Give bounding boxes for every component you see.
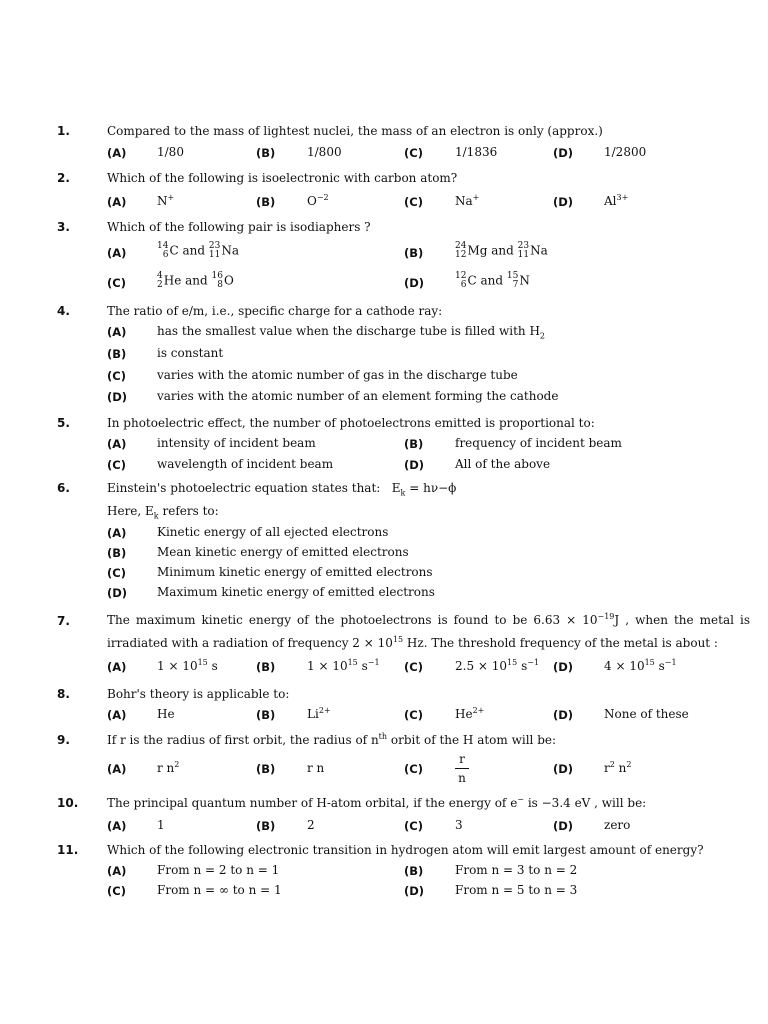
question-stem: Which of the following is isoelectronic with carbon atom? [107, 171, 458, 185]
question-number: 3. [57, 220, 70, 234]
option-text: varies with the atomic number of an element forming the cathode [157, 389, 559, 403]
question-stem: In photoelectric effect, the number of photoelectrons emitted is proportional to: [107, 416, 595, 430]
option-text: wavelength of incident beam [157, 457, 334, 471]
option-label: (A) [107, 325, 127, 339]
option-text: varies with the atomic number of gas in the discharge tube [157, 368, 518, 382]
option-text: $4 \times 10^{15}$ $s^{-1}$ [604, 658, 677, 673]
option-text: $Al^{3+}$ [604, 193, 629, 208]
question-number: 10. [57, 796, 79, 810]
option-text: is constant [157, 346, 224, 360]
question-number: 1. [57, 124, 70, 138]
question-stem: Which of the following pair is isodiaphers ? [107, 220, 371, 234]
option-label: (A) [107, 195, 127, 209]
option-label: (C) [107, 458, 126, 472]
option-label: (C) [107, 369, 126, 383]
nuclide-pair: 24 12 Mg and 23 11 Na [455, 241, 548, 260]
option-label: (D) [404, 276, 425, 290]
question-subline: irradiated with a radiation of frequency $2 \times 10^{15}$ Hz. The threshold frequency of the metal is about : [107, 635, 718, 650]
option-label: (D) [107, 586, 128, 600]
option-label: (C) [107, 566, 126, 580]
option-text: zero [604, 818, 631, 832]
question-stem: The maximum kinetic energy of the photoelectrons is found to be $6.63 \times 10^{-19}J$ , when the metal is [107, 612, 750, 627]
option-text: 2 [307, 818, 315, 832]
option-text: From n = ∞ to n = 1 [157, 883, 282, 897]
option-label: (B) [404, 437, 424, 451]
option-label: (A) [107, 146, 127, 160]
option-text: N+ [157, 193, 175, 208]
question-stem: The ratio of e/m, i.e., specific charge for a cathode ray: [107, 304, 443, 318]
option-label: (A) [107, 526, 127, 540]
question-number: 2. [57, 171, 70, 185]
question-stem: If r is the radius of first orbit, the radius of $n^{th}$ orbit of the H atom will be: [107, 732, 557, 747]
option-text: 1/80 [157, 145, 184, 159]
question-number: 4. [57, 304, 70, 318]
option-text: $He^{2+}$ [455, 706, 485, 721]
option-label: (A) [107, 819, 127, 833]
question-stem: Einstein's photoelectric equation states that: $E_k = h\nu-\phi$ [107, 481, 457, 498]
question-stem: Bohr's theory is applicable to: [107, 687, 290, 701]
option-label: (B) [256, 762, 276, 776]
option-label: (D) [553, 146, 574, 160]
fraction-denominator: n [458, 771, 466, 785]
option-label: (C) [107, 276, 126, 290]
option-label: (C) [404, 819, 423, 833]
option-text: 1/800 [307, 145, 342, 159]
question-number: 6. [57, 481, 70, 495]
question-subline: Here, $E_k$ refers to: [107, 504, 219, 521]
option-text: None of these [604, 707, 689, 721]
option-text: From n = 2 to n = 1 [157, 863, 280, 877]
nuclide-pair: 14 6 C and 23 11 Na [157, 241, 239, 260]
option-text: Mean kinetic energy of emitted electrons [157, 545, 409, 559]
option-label: (B) [107, 546, 127, 560]
option-text: Maximum kinetic energy of emitted electrons [157, 585, 435, 599]
option-text: $r^2$ $n^2$ [604, 760, 632, 775]
option-label: (D) [553, 708, 574, 722]
question-stem: Which of the following electronic transition in hydrogen atom will emit largest amount of energy? [107, 843, 704, 857]
option-label: (D) [107, 390, 128, 404]
nuclide-pair: 12 6 C and 15 7 N [455, 271, 530, 290]
fraction-bar [455, 768, 469, 769]
option-label: (C) [107, 884, 126, 898]
option-label: (B) [256, 660, 276, 674]
option-label: (C) [404, 195, 423, 209]
option-text: 1 [157, 818, 165, 832]
option-text: r $n^2$ [157, 760, 180, 775]
option-label: (C) [404, 762, 423, 776]
option-label: (D) [553, 762, 574, 776]
option-label: (D) [553, 195, 574, 209]
option-label: (B) [256, 146, 276, 160]
option-text: $O^{-2}$ [307, 193, 329, 208]
option-text: Na+ [455, 193, 480, 208]
option-text: has the smallest value when the discharge tube is filled with $H_2$ [157, 324, 545, 341]
question-number: 7. [57, 614, 70, 628]
option-text: intensity of incident beam [157, 436, 316, 450]
option-label: (D) [404, 458, 425, 472]
question-stem: The principal quantum number of H-atom orbital, if the energy of e− is −3.4 eV , will be: [107, 795, 647, 810]
option-label: (C) [404, 146, 423, 160]
option-label: (B) [256, 708, 276, 722]
option-label: (C) [404, 708, 423, 722]
option-label: (A) [107, 864, 127, 878]
option-label: (B) [107, 347, 127, 361]
question-stem: Compared to the mass of lightest nuclei, the mass of an electron is only (approx.) [107, 124, 603, 138]
option-label: (D) [553, 660, 574, 674]
option-text: 1/1836 [455, 145, 498, 159]
option-label: (D) [553, 819, 574, 833]
option-label: (B) [256, 819, 276, 833]
option-label: (B) [256, 195, 276, 209]
fraction-numerator: r [459, 752, 465, 766]
fraction [455, 752, 469, 785]
option-label: (A) [107, 762, 127, 776]
option-text: r n [307, 761, 325, 775]
option-label: (A) [107, 246, 127, 260]
option-text: $Li^{2+}$ [307, 706, 331, 721]
option-text: He [157, 707, 175, 721]
option-label: (A) [107, 437, 127, 451]
option-label: (A) [107, 660, 127, 674]
question-number: 8. [57, 687, 70, 701]
option-label: (B) [404, 864, 424, 878]
option-text: frequency of incident beam [455, 436, 622, 450]
equation: $E_k = h\nu-\phi$ [391, 481, 457, 498]
option-text: $1 \times 10^{15}$ $s^{-1}$ [307, 658, 380, 673]
option-text: $2.5 \times 10^{15}$ $s^{-1}$ [455, 658, 540, 673]
option-label: (D) [404, 884, 425, 898]
option-text: From n = 5 to n = 3 [455, 883, 578, 897]
option-label: (C) [404, 660, 423, 674]
nuclide-pair: 4 2 He and 16 8 O [157, 271, 234, 290]
option-label: (A) [107, 708, 127, 722]
question-number: 11. [57, 843, 79, 857]
option-label: (B) [404, 246, 424, 260]
option-text: All of the above [455, 457, 551, 471]
option-text: From n = 3 to n = 2 [455, 863, 578, 877]
option-text: $1 \times 10^{15}$ s [157, 658, 218, 673]
option-text: 3 [455, 818, 463, 832]
option-text: Kinetic energy of all ejected electrons [157, 525, 389, 539]
question-number: 9. [57, 733, 70, 747]
option-text: Minimum kinetic energy of emitted electrons [157, 565, 433, 579]
question-number: 5. [57, 416, 70, 430]
option-text: 1/2800 [604, 145, 647, 159]
